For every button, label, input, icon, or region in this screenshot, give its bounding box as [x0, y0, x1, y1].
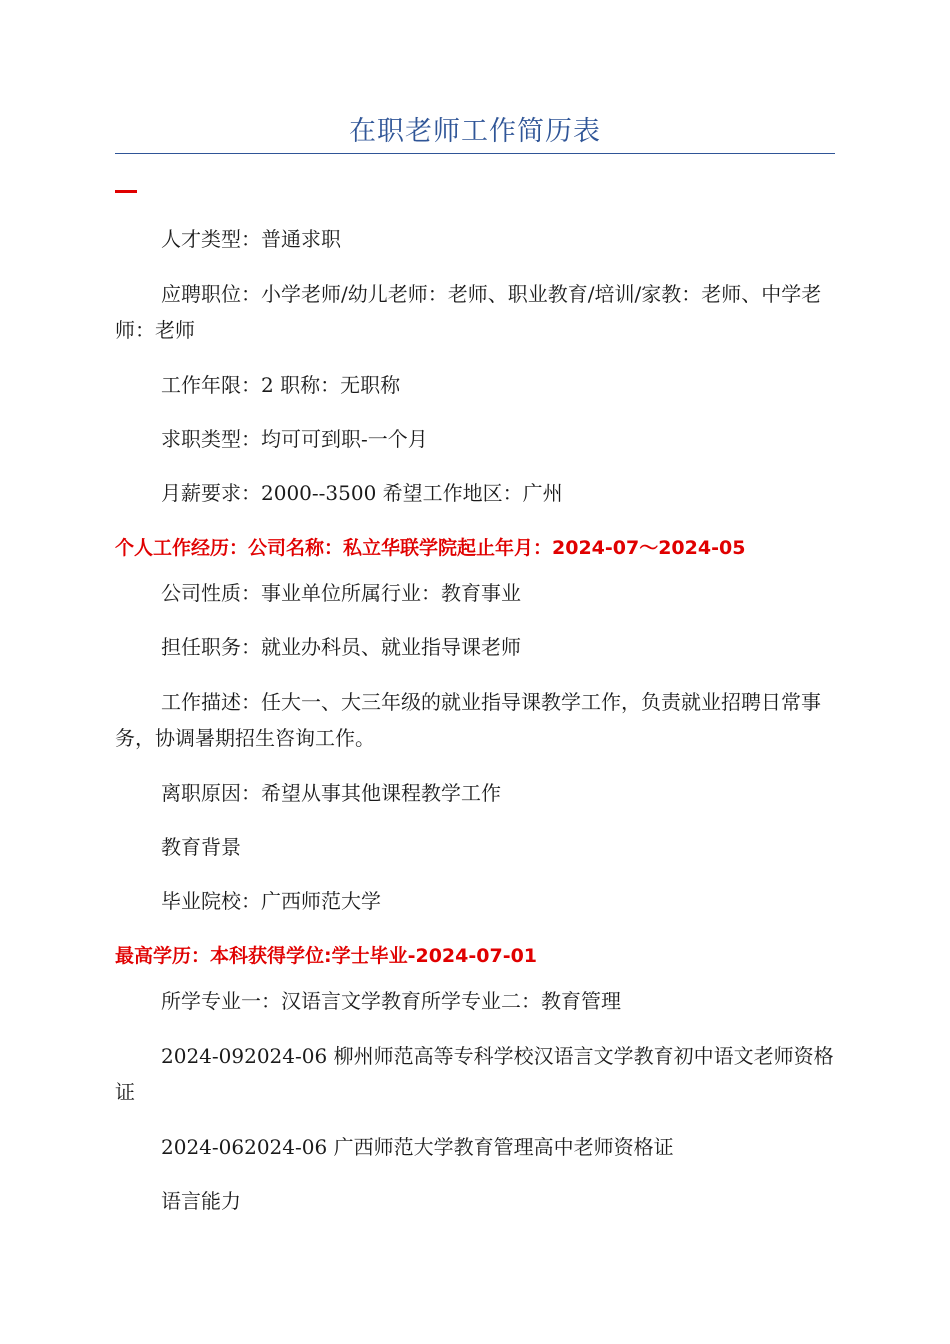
- certificate-two: 2024-062024-06 广西师范大学教育管理高中老师资格证: [161, 1135, 674, 1159]
- position-line: 应聘职位：小学老师/幼儿老师：老师、职业教育/培训/家教：老师、中学老师：老师: [115, 282, 822, 342]
- salary-area-line: 月薪要求：2000--3500 希望工作地区：广州: [161, 481, 563, 505]
- job-type-line: 求职类型：均可可到职-一个月: [161, 427, 428, 451]
- majors-line: 所学专业一：汉语言文学教育所学专业二：教育管理: [161, 989, 621, 1013]
- title-underline: [115, 153, 835, 154]
- certificate-one: 2024-092024-06 柳州师范高等专科学校汉语言文学教育初中语文老师资格证: [115, 1044, 834, 1104]
- document-title: 在职老师工作简历表: [349, 116, 601, 147]
- duties-line: 担任职务：就业办科员、就业指导课老师: [161, 635, 521, 659]
- work-description: 工作描述：任大一、大三年级的就业指导课教学工作，负责就业招聘日常事务，协调暑期招生咨询工作。: [115, 690, 821, 750]
- talent-type-line: 人才类型：普通求职: [161, 227, 341, 251]
- company-nature-line: 公司性质：事业单位所属行业：教育事业: [161, 581, 521, 605]
- language-ability-label: 语言能力: [161, 1189, 241, 1213]
- years-title-line: 工作年限：2 职称：无职称: [161, 373, 401, 397]
- section-marker: [115, 190, 137, 193]
- leave-reason-line: 离职原因：希望从事其他课程教学工作: [161, 781, 501, 805]
- education-heading: 最高学历：本科获得学位:学士毕业-2024-07-01: [115, 945, 538, 967]
- school-line: 毕业院校：广西师范大学: [161, 889, 381, 913]
- work-experience-heading: 个人工作经历：公司名称：私立华联学院起止年月：2024-07～2024-05: [115, 537, 746, 559]
- education-background-label: 教育背景: [161, 835, 241, 859]
